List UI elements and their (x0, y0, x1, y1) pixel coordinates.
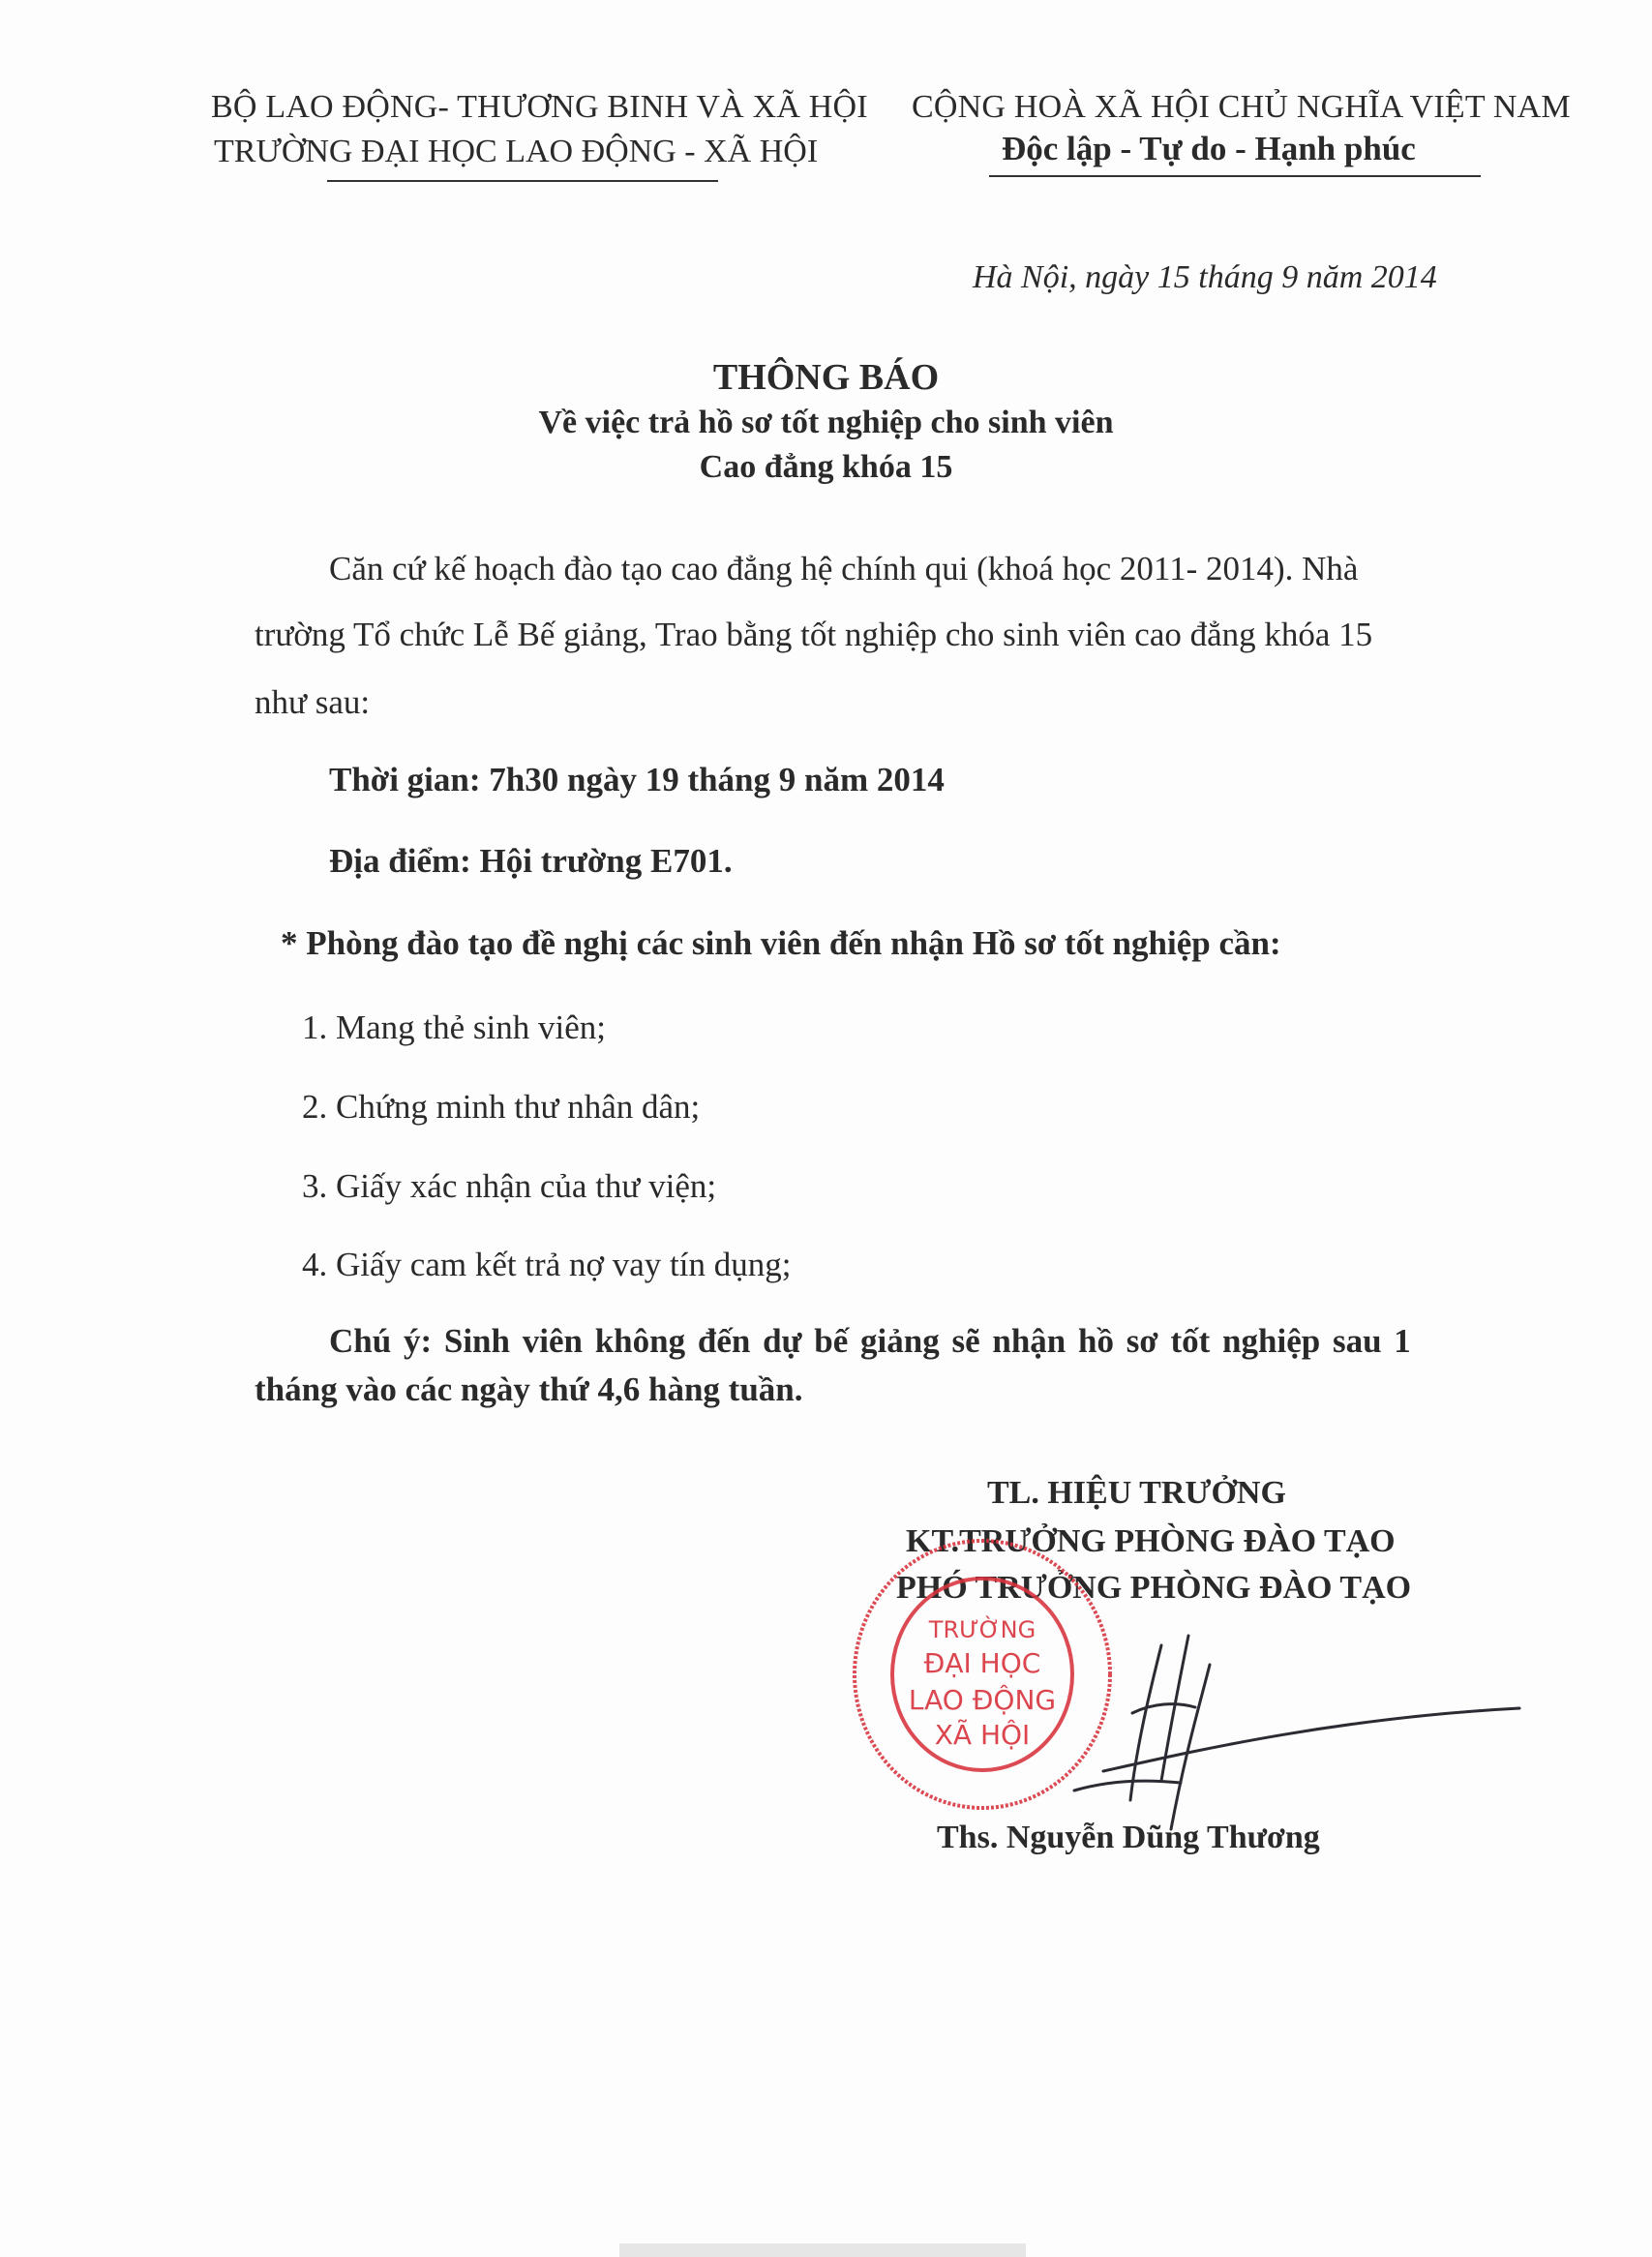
national-motto: Độc lập - Tự do - Hạnh phúc (1002, 130, 1416, 167)
school-underline (327, 180, 718, 182)
time-line: Thời gian: 7h30 ngày 19 tháng 9 năm 2014 (329, 761, 945, 798)
school-name: TRƯỜNG ĐẠI HỌC LAO ĐỘNG - XÃ HỘI (214, 134, 819, 169)
document-subtitle: Về việc trả hồ sơ tốt nghiệp cho sinh viên (538, 405, 1114, 440)
seal-text-line-3: LAO ĐỘNG (908, 1684, 1057, 1716)
list-item: 1. Mang thẻ sinh viên; (302, 1008, 606, 1046)
motto-underline (989, 175, 1481, 177)
place-line: Địa điểm: Hội trường E701. (329, 842, 733, 880)
request-line: * Phòng đào tạo đề nghị các sinh viên đến nhận Hồ sơ tốt nghiệp cần: (281, 924, 1281, 962)
intro-line-3: như sau: (255, 683, 371, 721)
handwritten-signature (1016, 1607, 1558, 1839)
date-line: Hà Nội, ngày 15 tháng 9 năm 2014 (973, 259, 1437, 295)
list-item: 4. Giấy cam kết trả nợ vay tín dụng; (302, 1246, 792, 1283)
note-line-2: tháng vào các ngày thứ 4,6 hàng tuần. (255, 1370, 803, 1408)
signature-title-3: PHÓ TRƯỞNG PHÒNG ĐÀO TẠO (896, 1570, 1412, 1606)
document-title: THÔNG BÁO (712, 357, 940, 398)
signature-title-2: KT.TRƯỞNG PHÒNG ĐÀO TẠO (906, 1523, 1396, 1559)
intro-line-1: Căn cứ kế hoạch đào tạo cao đẳng hệ chính qui (khoá học 2011- 2014). Nhà (329, 550, 1359, 587)
list-item: 2. Chứng minh thư nhân dân; (302, 1088, 701, 1126)
intro-line-2: trường Tổ chức Lễ Bế giảng, Trao bằng tốt nghiệp cho sinh viên cao đẳng khóa 15 (255, 616, 1373, 653)
signature-title-1: TL. HIỆU TRƯỞNG (987, 1475, 1286, 1511)
note-line-1: Chú ý: Sinh viên không đến dự bế giảng sẽ nhận hồ sơ tốt nghiệp sau 1 (329, 1322, 1411, 1360)
document-subtitle-cohort: Cao đẳng khóa 15 (699, 449, 953, 485)
republic-name: CỘNG HOÀ XÃ HỘI CHỦ NGHĨA VIỆT NAM (912, 89, 1571, 125)
ministry-name: BỘ LAO ĐỘNG- THƯƠNG BINH VÀ XÃ HỘI (211, 89, 868, 125)
signer-name: Ths. Nguyễn Dũng Thương (937, 1820, 1320, 1855)
seal-text-line-1: TRƯỜNG (928, 1616, 1036, 1643)
seal-text-line-4: XÃ HỘI (934, 1719, 1031, 1751)
seal-text-line-2: ĐẠI HỌC (923, 1647, 1041, 1679)
list-item: 3. Giấy xác nhận của thư viện; (302, 1167, 717, 1205)
scan-edge (619, 2243, 1026, 2257)
